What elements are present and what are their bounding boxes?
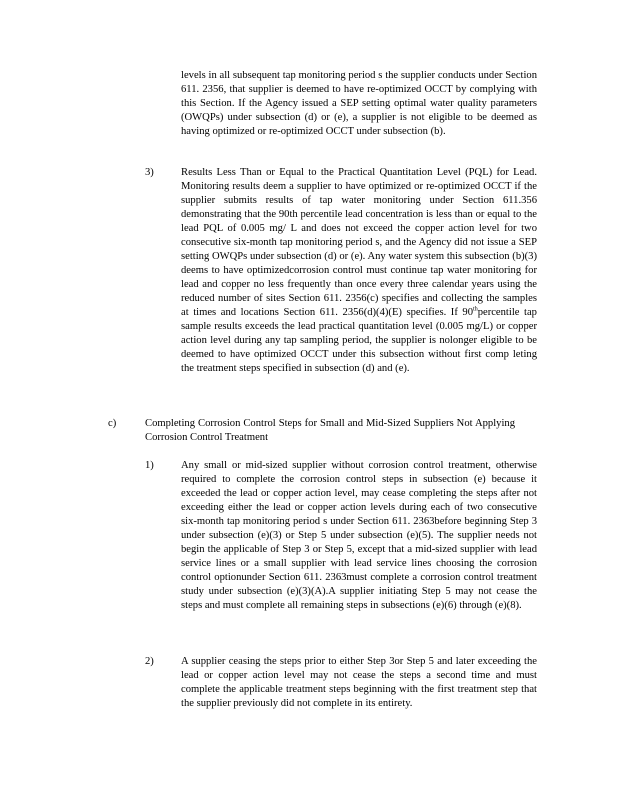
item-c1-paragraph: Any small or mid-sized supplier without corrosion control treatment, otherwise required to complete the corrosion control steps in subsection (e) because it exceeded the lead or copper action level, may cease completing the steps after not exceeding either the lead or copper action levels during each of two consecutive six-month tap monitoring period s under Section 611. 2363before beginning Step 3 under subsection (e)(3) or Step 5 under subsection (e)(5). The supplier needs not begin the applicable of Step 3 or Step 5, except that a mid-sized supplier with lead service lines or a small supplier with lead service lines choosing the corrosion control optionunder Section 611. 2363must complete a corrosion control treatment study under subsection (e)(3)(A).A supplier initiating Step 5 may not cease the steps and must complete all remaining steps in subsections (e)(6) through (e)(8).: [181, 460, 537, 611]
item-3-text-part1: Results Less Than or Equal to the Practical Quantitation Level (PQL) for Lead. Monitoring results deem a supplier to have optimized or re-optimized OCCT if the supplier submits results of tap water monitoring under Section 611.356 demonstrating that the 90th percentile lead concentration is less than or equal to the lead PQL of 0.005 mg/ L and does not exceed the copper action level for two consecutive six-month tap monitoring period s, and the Agency did not issue a SEP setting OWQPs under subsection (d) or (e). Any water system this subsection (b)(3) deems to have optimizedcorrosion control must continue tap water monitoring for lead and copper no less frequently than once every three calendar years using the reduced number of sites Section 611. 2356(c) specifies and collecting the samples at times and locations Section 611. 2356(d)(4)(E) specifies. If 90: [181, 167, 537, 318]
item-3-paragraph: [181, 166, 537, 376]
subsection-c-heading: Completing Corrosion Control Steps for Small and Mid-Sized Suppliers Not Applying Corrosion Control Treatment: [145, 418, 515, 443]
item-3-superscript: th: [473, 306, 478, 313]
item-c2-paragraph: A supplier ceasing the steps prior to either Step 3or Step 5 and later exceeding the lead or copper action level may not cease the steps a second time and must complete the applicable treatment steps beginning with the first treatment step that the supplier previously did not complete in its entirety.: [181, 656, 537, 709]
item-c2-marker: 2): [145, 656, 154, 667]
item-3-text-part2: percentile tap sample results exceeds the lead practical quantitation level (0.005 mg/L) or copper action level during any tap sampling period, the supplier is nolonger eligible to be deemed to have optimized OCCT under this subsection without first comp leting the treatment steps specified in subsection (d) and (e).: [181, 307, 537, 374]
item-3-marker: 3): [145, 167, 154, 178]
subsection-c-marker: c): [108, 418, 117, 429]
item-c1-marker: 1): [145, 460, 154, 471]
continuation-paragraph: levels in all subsequent tap monitoring period s the supplier conducts under Section 611. 2356, that supplier is deemed to have re-optimized OCCT by complying with this Section. If the Agency issued a SEP setting optimal water quality parameters (OWQPs) under subsection (d) or (e), a supplier is not eligible to be deemed as having optimized or re-optimized OCCT under subsection (b).: [181, 70, 537, 137]
